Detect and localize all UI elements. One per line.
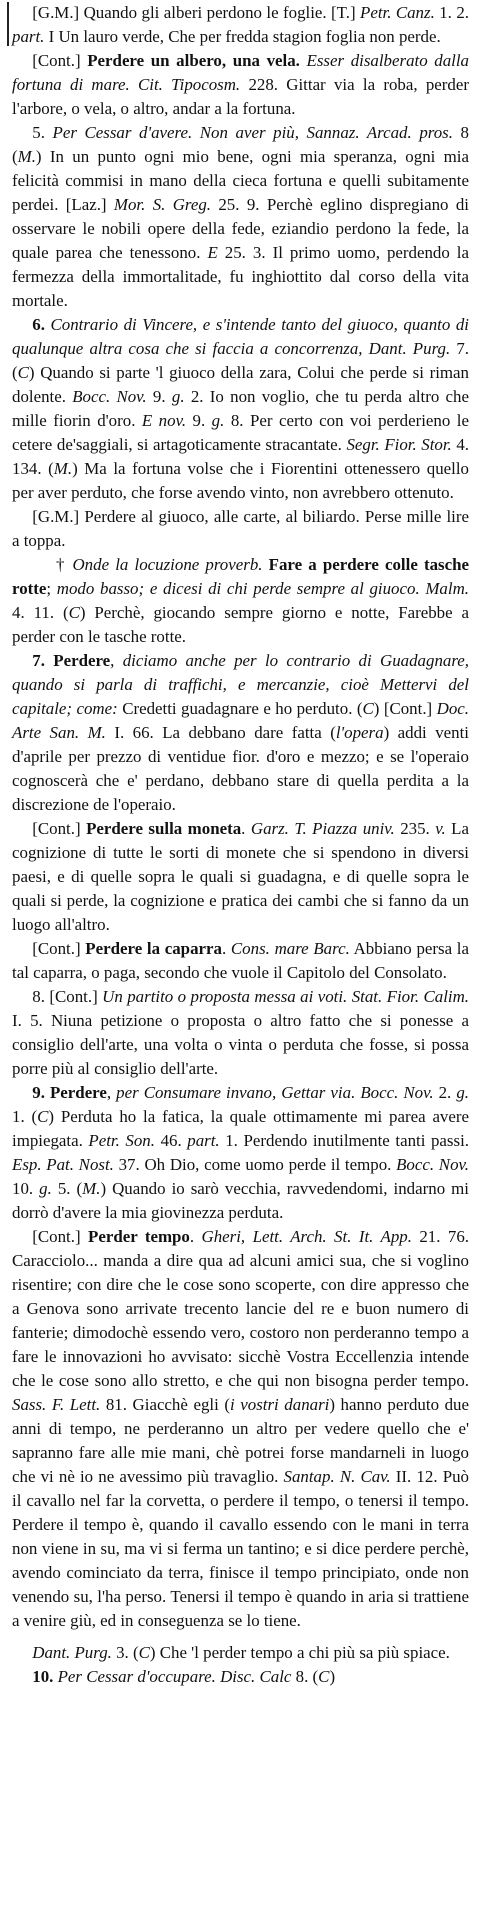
italic-text: C [68,603,80,622]
entry-text: [G.M.] Perdere al giuoco, alle carte, al biliardo. Perse mille lire a toppa. [12,507,469,550]
entry-text: , [106,1083,117,1102]
headword-text: Perdere la caparra [85,939,222,958]
entry-text: ) Ma la fortuna volse che i Fiorentini ottenessero quello per aver perduto, che forse avendo vinto, non avrebbero ottenuto. [12,459,470,502]
entry-text: 3. ( [111,1643,139,1662]
entry-text: 81. Giacchè egli ( [100,1395,230,1414]
entry-text: 5. ( [51,1179,83,1198]
entry-paragraph [12,1641,469,1665]
headword-text: Perdere un albero, una vela. [87,51,300,70]
entry-text: 228. Gittar via la roba, perder l'arbore, o vela, o altro, andar a la fortuna. [12,75,469,118]
entry-text: 8. ( [291,1667,319,1686]
entry-text: 2. Io non voglio, che tu perda altro che mille fiorin d'oro. [12,387,469,430]
entry-text: [Cont.] [32,819,87,838]
entry-text: Credetti guadagnare e ho perduto. ( [117,699,363,718]
italic-text: Petr. Canz. [360,3,435,22]
entry-text: 25. 9. Perchè eglino dispregiano di osservare le nobili opere della fede, eziandio perdono la fede, la quale parea che tenessono. [12,195,469,262]
entry-text: 4. 11. ( [12,603,69,622]
entry-text: † [55,555,73,574]
italic-text: modo basso; e dicesi di chi perde sempre al giuoco. Malm. [56,579,469,598]
italic-text: E nov. [141,411,187,430]
italic-text: C [318,1667,330,1686]
entry-text: . [241,819,251,838]
entry-text: ) Che 'l perder tempo a chi più sa più spiace. [149,1643,450,1662]
entry-paragraph [12,49,469,121]
headword-text: Perdere sulla moneta [86,819,242,838]
entry-text: Abbiano persa la tal caparra, o paga, secondo che vuole il Capitolo del Consolato. [12,939,469,982]
italic-text: Onde la locuzione proverb. [72,555,263,574]
italic-text: part. [12,27,45,46]
italic-text: Mor. S. Greg. [113,195,212,214]
margin-bracket-mark [7,2,9,46]
entry-text [300,51,307,70]
entry-text: 9. [186,411,212,430]
entry-text: ) Quando si parte 'l giuoco della zara, Colui che perde si riman dolente. [12,363,469,406]
italic-text: Bocc. Nov. [396,1155,469,1174]
italic-text: Petr. Son. [88,1131,155,1150]
entry-text: ) addi venti d'aprile per prezzo di ventidue fior. d'oro e mezzo; e se l'operaio cognoscerà che e' perdano, debbano stare di quella perdita a la discrezione de l'operaio. [12,723,469,814]
entry-text: ) Quando io sarò vecchia, ravvedendomi, indarno mi dorrò d'avere la mia giovinezza perduta. [12,1179,469,1222]
italic-text: i vostri danari [229,1395,330,1414]
entry-text: ) Perchè, giocando sempre giorno e notte, Farebbe a perder con le tasche rotte. [12,603,469,646]
italic-text: per Consumare invano, Gettar via. Bocc. Nov. [116,1083,434,1102]
entry-text: 8 ( [12,123,469,166]
entry-text: 2. [433,1083,457,1102]
entry-text: ) Perduta ho la fatica, la quale ottimamente mi parea avere impiegata. [12,1107,469,1150]
italic-text: part. [187,1131,220,1150]
entry-paragraph [12,1225,469,1633]
italic-text: Santap. N. Cav. [283,1467,391,1486]
italic-text: E [207,243,218,262]
entry-paragraph [12,505,469,553]
italic-text: M. [53,459,73,478]
entry-text: I. 5. Niuna petizione o proposta o altro fatto che si ponesse a consiglio dell'arte, una volta o vinta o perduta che fosse, si possa porre più al consiglio dell'arte. [12,1011,469,1078]
entry-text: 7. ( [12,339,469,382]
headword-text: Perder tempo [88,1227,190,1246]
entry-text: 46. [154,1131,188,1150]
entry-text: II. 12. Può il cavallo nel far la corvetta, o perdere il tempo, o tenersi il tempo. Perdere il tempo è, quando il cavallo essendo con le mani in terra non viene in su, ma vi si ferma un tantino; e si dice perdere perchè, avendo cominciato da terra, finisce il tempo principiato, onde non venendo su, l'ha perso. Tenersi il tempo è quando in aria si trattiene a venire giù, ed in conseguenza se lo tiene. [12,1467,469,1630]
italic-text: C [17,363,29,382]
italic-text: g. [211,411,225,430]
entry-list [12,1,469,1689]
entry-text: ) hanno perduto due anni di tempo, ne perderanno un altro per vedere quello che e' sapranno fare alle mie mani, chè potrei forse mandarneli in luogo che vi nè io ne avessimo più travaglio. [12,1395,469,1486]
entry-text: La cognizione di tutte le sorti di monete che si spendono in diversi paesi, e di quelle sopra le quali si guadagna, e di quelle sopra le quali si perde, la cognizione e pratica dei cambi che si fanno da un luogo all'altro. [12,819,470,934]
italic-text: Esser disalberato dalla fortuna di mare. Cit. Tipocosm. [12,51,470,94]
entry-text: 235. [394,819,436,838]
italic-text: Per Cessar d'avere. Non aver più, Sannaz. Arcad. pros. [52,123,453,142]
entry-text: 8. [Cont.] [32,987,103,1006]
entry-text: 4. 134. ( [12,435,469,478]
entry-text: , [110,651,123,670]
entry-paragraph [12,553,469,649]
entry-text: [Cont.] [32,1227,89,1246]
entry-text: 37. Oh Dio, come uomo perde il tempo. [113,1155,397,1174]
italic-text: g. [39,1179,52,1198]
headword-text: 6. [32,315,51,334]
italic-text: Doc. Arte San. M. [12,699,469,742]
italic-text: C [362,699,374,718]
entry-paragraph [12,817,469,937]
entry-text: 1. Perdendo inutilmente tanti passi. [219,1131,469,1150]
italic-text: Un partito o proposta messa ai voti. Stat. Fior. Calim. [102,987,469,1006]
entry-paragraph [12,121,469,313]
entry-paragraph [12,649,469,817]
entry-text: ) In un punto ogni mio bene, ogni mia speranza, ogni mia felicità commisi in mano della cieca fortuna e quelli subitamente perdei. [Laz.] [12,147,469,214]
italic-text: Garz. T. Piazza univ. [250,819,395,838]
entry-paragraph [12,1665,469,1689]
italic-text: Bocc. Nov. [72,387,147,406]
italic-text: Gheri, Lett. Arch. St. It. App. [201,1227,412,1246]
italic-text: l'opera [335,723,384,742]
entry-paragraph [12,985,469,1081]
italic-text: diciamo anche per lo contrario di Guadagnare, quando si parla di traffichi, e mercanzie, cioè Mettervi del capitale; come: [12,651,470,718]
entry-paragraph [12,1,469,49]
italic-text: v. [435,819,446,838]
entry-paragraph [12,937,469,985]
entry-text: 5. [32,123,53,142]
entry-text: ) [Cont.] [373,699,437,718]
entry-text: 10. [12,1179,40,1198]
entry-text: 25. 3. Il primo uomo, perdendo la fermezza della immortalitade, fu inghiottito dal corso della vita mortale. [12,243,469,310]
entry-text: [G.M.] Quando gli alberi perdono le foglie. [T.] [32,3,360,22]
italic-text: M. [82,1179,101,1198]
italic-text: C [37,1107,49,1126]
headword-text: 9. Perdere [32,1083,107,1102]
entry-text: 8. Per certo con voi perderieno le cetere de'saggiali, si artagoticamente stracantate. [12,411,469,454]
italic-text: C [138,1643,150,1662]
entry-text: [Cont.] [32,939,86,958]
italic-text: M. [17,147,36,166]
entry-paragraph [12,1081,469,1225]
entry-paragraph [12,313,469,505]
entry-text: [Cont.] [32,51,88,70]
headword-text: 10. [32,1667,58,1686]
entry-text: I. 66. La debbano dare fatta ( [105,723,336,742]
entry-text: ) [329,1667,336,1686]
italic-text: Segr. Fior. Stor. [346,435,452,454]
entry-text: 9. [146,387,172,406]
italic-text: Sass. F. Lett. [12,1395,101,1414]
italic-text: Esp. Pat. Nost. [12,1155,114,1174]
entry-text: 1. ( [12,1107,38,1126]
headword-text: 7. Perdere [32,651,111,670]
italic-text: Dant. Purg. [32,1643,112,1662]
entry-text: I Un lauro verde, Che per fredda stagion foglia non perde. [44,27,441,46]
entry-text: . [189,1227,202,1246]
italic-text: Cons. mare Barc. [230,939,350,958]
italic-text: g. [456,1083,469,1102]
italic-text: Per Cessar d'occupare. Disc. Calc [57,1667,292,1686]
italic-text: g. [171,387,185,406]
entry-text: . [221,939,231,958]
headword-text: Fare a perdere colle tasche rotte [12,555,470,598]
entry-text: 1. 2. [434,3,469,22]
italic-text: Contrario di Vincere, e s'intende tanto del giuoco, quanto di qualunque altra cosa che si faccia a concorrenza, Dant. Purg. [12,315,469,358]
entry-text: 21. 76. Caracciolo... manda a dire qua ad alcuni amici sua, che si voglino risentire; con dire che le cose sono scoperte, con dire appresso che a Genova sono arrivate trecento lancie del re e buon numero di fanterie; dimodochè essendo vero, costoro non perderanno tempo a fare le innovazioni ho avvisato: sicchè Vostra Eccellenzia intende che le cose sono allo stretto, e che qui non bisogna perder tempo. [12,1227,470,1390]
entry-text: ; [46,579,57,598]
